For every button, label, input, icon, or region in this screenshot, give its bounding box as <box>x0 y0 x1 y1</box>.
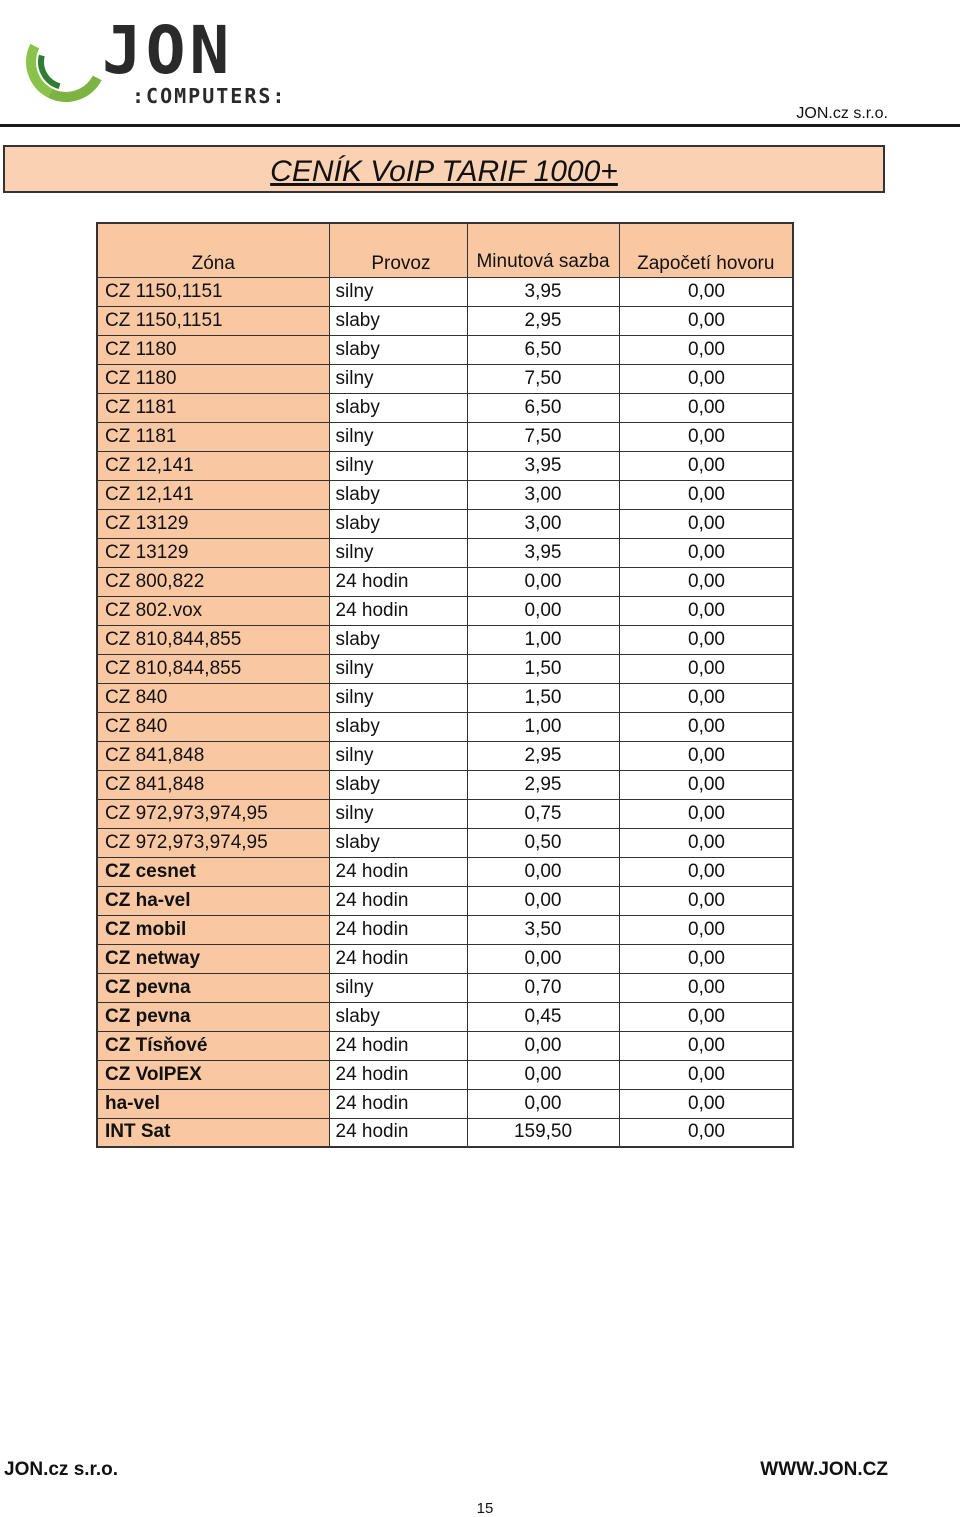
cell-provoz: silny <box>329 741 467 770</box>
page-number: 15 <box>476 1500 494 1517</box>
table-row <box>97 915 793 944</box>
cell-zone: CZ 13129 <box>97 509 329 538</box>
cell-zone: CZ pevna <box>97 973 329 1002</box>
cell-provoz: slaby <box>329 625 467 654</box>
cell-provoz: silny <box>329 277 467 306</box>
cell-provoz: 24 hodin <box>329 567 467 596</box>
cell-start: 0,00 <box>619 828 793 857</box>
cell-provoz: slaby <box>329 335 467 364</box>
cell-rate: 6,50 <box>467 335 619 364</box>
cell-start: 0,00 <box>619 886 793 915</box>
cell-zone: CZ 840 <box>97 683 329 712</box>
table-row <box>97 1118 793 1147</box>
cell-rate: 0,00 <box>467 944 619 973</box>
cell-rate: 0,75 <box>467 799 619 828</box>
cell-zone: CZ 12,141 <box>97 451 329 480</box>
table-row <box>97 364 793 393</box>
cell-rate: 2,95 <box>467 741 619 770</box>
col-header-provoz: Provoz <box>329 223 467 277</box>
table-row <box>97 799 793 828</box>
cell-rate: 1,00 <box>467 712 619 741</box>
cell-zone: CZ 1150,1151 <box>97 277 329 306</box>
cell-start: 0,00 <box>619 422 793 451</box>
cell-start: 0,00 <box>619 799 793 828</box>
header-company-name: JON.cz s.r.o. <box>796 105 888 122</box>
cell-zone: CZ 1181 <box>97 422 329 451</box>
cell-provoz: silny <box>329 683 467 712</box>
table-row <box>97 1002 793 1031</box>
cell-start: 0,00 <box>619 1118 793 1147</box>
cell-rate: 0,00 <box>467 857 619 886</box>
cell-rate: 3,95 <box>467 538 619 567</box>
cell-start: 0,00 <box>619 335 793 364</box>
table-body <box>97 277 793 1147</box>
cell-rate: 7,50 <box>467 364 619 393</box>
cell-zone: INT Sat <box>97 1118 329 1147</box>
table-row <box>97 1089 793 1118</box>
cell-provoz: 24 hodin <box>329 1118 467 1147</box>
cell-provoz: silny <box>329 973 467 1002</box>
cell-zone: CZ 1181 <box>97 393 329 422</box>
cell-start: 0,00 <box>619 741 793 770</box>
cell-zone: CZ 1180 <box>97 364 329 393</box>
cell-start: 0,00 <box>619 625 793 654</box>
cell-provoz: 24 hodin <box>329 857 467 886</box>
table-row <box>97 1060 793 1089</box>
cell-start: 0,00 <box>619 1089 793 1118</box>
cell-start: 0,00 <box>619 451 793 480</box>
table-row <box>97 625 793 654</box>
tariff-table <box>96 222 794 1148</box>
cell-zone: CZ 800,822 <box>97 567 329 596</box>
cell-zone: CZ 972,973,974,95 <box>97 799 329 828</box>
cell-start: 0,00 <box>619 306 793 335</box>
cell-provoz: 24 hodin <box>329 944 467 973</box>
cell-zone: CZ 810,844,855 <box>97 625 329 654</box>
cell-rate: 6,50 <box>467 393 619 422</box>
table-row <box>97 335 793 364</box>
company-logo <box>14 8 344 108</box>
table-row <box>97 1031 793 1060</box>
cell-rate: 3,95 <box>467 277 619 306</box>
table-row <box>97 828 793 857</box>
table-row <box>97 306 793 335</box>
cell-rate: 0,00 <box>467 1031 619 1060</box>
cell-provoz: silny <box>329 654 467 683</box>
cell-provoz: silny <box>329 364 467 393</box>
cell-provoz: slaby <box>329 770 467 799</box>
table-row <box>97 451 793 480</box>
cell-zone: CZ 841,848 <box>97 770 329 799</box>
table-row <box>97 596 793 625</box>
cell-rate: 0,00 <box>467 886 619 915</box>
cell-start: 0,00 <box>619 480 793 509</box>
cell-rate: 2,95 <box>467 306 619 335</box>
cell-zone: CZ pevna <box>97 1002 329 1031</box>
table-row <box>97 538 793 567</box>
header-divider <box>0 124 960 127</box>
cell-zone: CZ cesnet <box>97 857 329 886</box>
cell-start: 0,00 <box>619 683 793 712</box>
cell-provoz: 24 hodin <box>329 886 467 915</box>
cell-provoz: silny <box>329 538 467 567</box>
cell-provoz: slaby <box>329 393 467 422</box>
cell-zone: CZ 12,141 <box>97 480 329 509</box>
cell-provoz: slaby <box>329 509 467 538</box>
cell-rate: 7,50 <box>467 422 619 451</box>
title-banner <box>3 145 885 193</box>
cell-start: 0,00 <box>619 509 793 538</box>
cell-provoz: slaby <box>329 306 467 335</box>
cell-start: 0,00 <box>619 654 793 683</box>
cell-provoz: slaby <box>329 712 467 741</box>
cell-rate: 2,95 <box>467 770 619 799</box>
cell-provoz: slaby <box>329 480 467 509</box>
cell-start: 0,00 <box>619 857 793 886</box>
table-row <box>97 422 793 451</box>
footer-website: WWW.JON.CZ <box>760 1459 888 1480</box>
cell-rate: 3,95 <box>467 451 619 480</box>
cell-provoz: 24 hodin <box>329 915 467 944</box>
cell-zone: CZ 972,973,974,95 <box>97 828 329 857</box>
cell-provoz: slaby <box>329 828 467 857</box>
cell-start: 0,00 <box>619 567 793 596</box>
col-header-start: Započetí hovoru <box>619 223 793 277</box>
table-row <box>97 683 793 712</box>
cell-start: 0,00 <box>619 712 793 741</box>
table-row <box>97 393 793 422</box>
cell-rate: 0,00 <box>467 1060 619 1089</box>
cell-start: 0,00 <box>619 596 793 625</box>
cell-start: 0,00 <box>619 1031 793 1060</box>
footer-company: JON.cz s.r.o. <box>4 1459 119 1480</box>
table-row <box>97 770 793 799</box>
cell-rate: 0,00 <box>467 1089 619 1118</box>
cell-rate: 3,50 <box>467 915 619 944</box>
cell-start: 0,00 <box>619 973 793 1002</box>
cell-zone: CZ netway <box>97 944 329 973</box>
cell-rate: 3,00 <box>467 509 619 538</box>
table-row <box>97 509 793 538</box>
cell-zone: CZ 840 <box>97 712 329 741</box>
cell-zone: CZ 1180 <box>97 335 329 364</box>
cell-zone: CZ 1150,1151 <box>97 306 329 335</box>
cell-provoz: 24 hodin <box>329 1089 467 1118</box>
cell-rate: 0,70 <box>467 973 619 1002</box>
table-row <box>97 567 793 596</box>
cell-zone: CZ 810,844,855 <box>97 654 329 683</box>
logo-subtext: :COMPUTERS: <box>132 84 287 108</box>
col-header-zone: Zóna <box>97 223 329 277</box>
cell-rate: 0,00 <box>467 567 619 596</box>
cell-zone: ha-vel <box>97 1089 329 1118</box>
cell-zone: CZ ha-vel <box>97 886 329 915</box>
cell-zone: CZ mobil <box>97 915 329 944</box>
logo-wordmark: JON <box>102 12 234 89</box>
table-row <box>97 857 793 886</box>
table-row <box>97 654 793 683</box>
cell-provoz: silny <box>329 451 467 480</box>
table-row <box>97 741 793 770</box>
cell-zone: CZ 841,848 <box>97 741 329 770</box>
cell-zone: CZ Tísňové <box>97 1031 329 1060</box>
cell-start: 0,00 <box>619 364 793 393</box>
cell-rate: 0,45 <box>467 1002 619 1031</box>
page-title: CENÍK VoIP TARIF 1000+ <box>270 155 618 188</box>
table-row <box>97 712 793 741</box>
cell-start: 0,00 <box>619 277 793 306</box>
col-header-rate: Minutová sazba <box>467 223 619 277</box>
table-header-row <box>97 223 793 277</box>
cell-provoz: 24 hodin <box>329 1060 467 1089</box>
cell-rate: 1,00 <box>467 625 619 654</box>
cell-start: 0,00 <box>619 944 793 973</box>
cell-rate: 1,50 <box>467 654 619 683</box>
cell-start: 0,00 <box>619 770 793 799</box>
table-row <box>97 480 793 509</box>
cell-rate: 1,50 <box>467 683 619 712</box>
cell-provoz: 24 hodin <box>329 596 467 625</box>
cell-rate: 0,00 <box>467 596 619 625</box>
table-row <box>97 277 793 306</box>
cell-zone: CZ VoIPEX <box>97 1060 329 1089</box>
cell-provoz: silny <box>329 422 467 451</box>
table-row <box>97 886 793 915</box>
table-row <box>97 973 793 1002</box>
cell-rate: 159,50 <box>467 1118 619 1147</box>
cell-rate: 3,00 <box>467 480 619 509</box>
cell-provoz: silny <box>329 799 467 828</box>
cell-zone: CZ 802.vox <box>97 596 329 625</box>
cell-start: 0,00 <box>619 1060 793 1089</box>
cell-provoz: slaby <box>329 1002 467 1031</box>
table-row <box>97 944 793 973</box>
cell-start: 0,00 <box>619 1002 793 1031</box>
cell-provoz: 24 hodin <box>329 1031 467 1060</box>
cell-start: 0,00 <box>619 393 793 422</box>
cell-start: 0,00 <box>619 538 793 567</box>
cell-zone: CZ 13129 <box>97 538 329 567</box>
cell-start: 0,00 <box>619 915 793 944</box>
cell-rate: 0,50 <box>467 828 619 857</box>
